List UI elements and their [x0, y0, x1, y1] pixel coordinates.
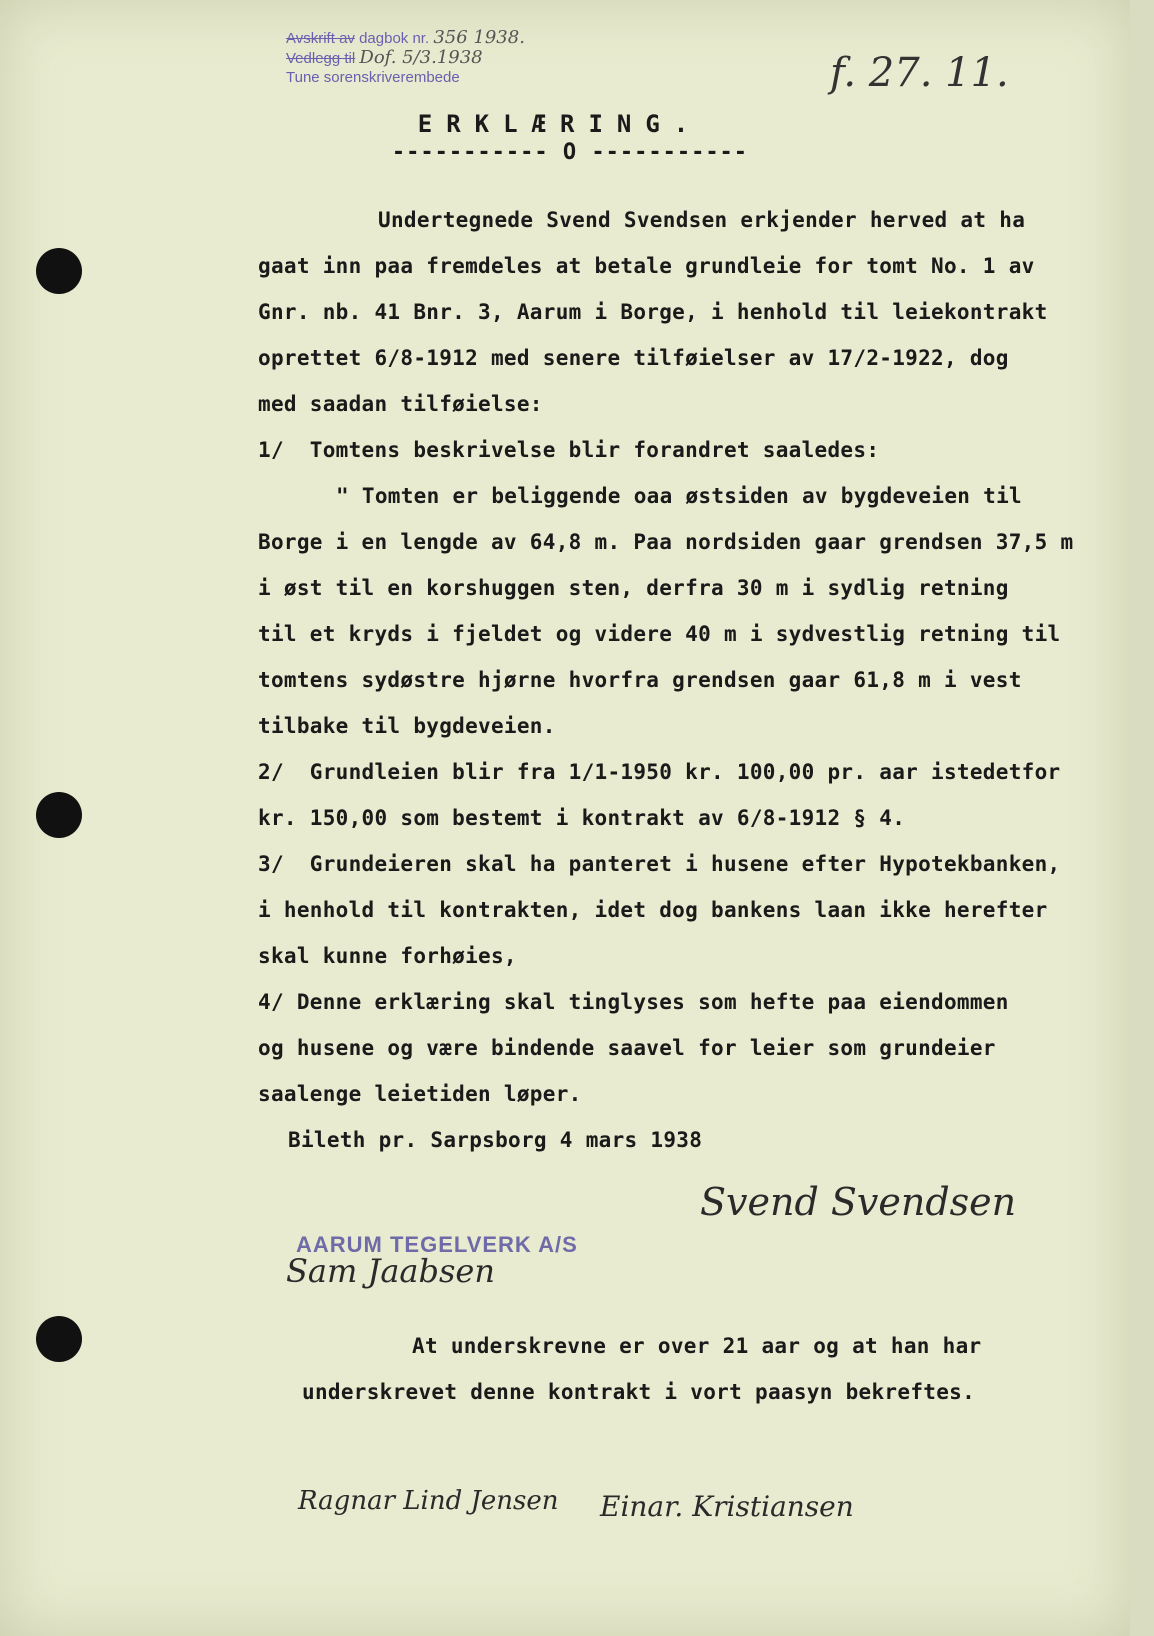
body-line: og husene og være bindende saavel for leier som grundeier [258, 1036, 996, 1060]
witness-signature-2: Einar. Kristiansen [600, 1490, 854, 1523]
body-line: i øst til en korshuggen sten, derfra 30 m i sydlig retning [258, 576, 1009, 600]
stamp-line2-hand: Dof. 5/3.1938 [359, 47, 483, 68]
signature-main: Svend Svendsen [700, 1180, 1017, 1224]
attest-line: underskrevet denne kontrakt i vort paasyn bekreftes. [302, 1380, 976, 1404]
company-signature: Sam Jaabsen [286, 1252, 495, 1290]
stamp-line1-prefix: Avskrift av [286, 30, 355, 47]
body-line: " Tomten er beliggende oaa østsiden av bygdeveien til [336, 484, 1022, 508]
body-line: skal kunne forhøies, [258, 944, 517, 968]
body-line: 2/ Grundleien blir fra 1/1-1950 kr. 100,00 pr. aar istedetfor [258, 760, 1061, 784]
stamp-line3: Tune sorenskriverembede [286, 69, 460, 86]
body-line: med saadan tilføielse: [258, 392, 543, 416]
stamp-line1-hand: 356 1938. [433, 27, 525, 48]
top-signature: f. 27. 11. [830, 50, 1009, 96]
body-line: gaat inn paa fremdeles at betale grundleie for tomt No. 1 av [258, 254, 1035, 278]
body-line: saalenge leietiden løper. [258, 1082, 582, 1106]
stamp-line2-prefix: Vedlegg til [286, 50, 356, 67]
body-line: 1/ Tomtens beskrivelse blir forandret saaledes: [258, 438, 880, 462]
body-line: kr. 150,00 som bestemt i kontrakt av 6/8-1912 § 4. [258, 806, 906, 830]
punch-hole [36, 1316, 82, 1362]
registry-stamp [286, 28, 525, 87]
body-line: tilbake til bygdeveien. [258, 714, 556, 738]
body-line: oprettet 6/8-1912 med senere tilføielser av 17/2-1922, dog [258, 346, 1009, 370]
place-date-line: Bileth pr. Sarpsborg 4 mars 1938 [288, 1128, 703, 1152]
body-line: Gnr. nb. 41 Bnr. 3, Aarum i Borge, i henhold til leiekontrakt [258, 300, 1048, 324]
body-line: 3/ Grundeieren skal ha panteret i husene efter Hypotekbanken, [258, 852, 1061, 876]
body-line: 4/ Denne erklæring skal tinglyses som hefte paa eiendommen [258, 990, 1009, 1014]
body-line: i henhold til kontrakten, idet dog bankens laan ikke herefter [258, 898, 1048, 922]
document-title: ERKLÆRING. [417, 110, 703, 138]
title-rule: ----------- O ----------- [391, 140, 749, 165]
attest-line: At underskrevne er over 21 aar og at han har [412, 1334, 982, 1358]
witness-signature-1: Ragnar Lind Jensen [298, 1486, 559, 1516]
punch-hole [36, 792, 82, 838]
punch-hole [36, 248, 82, 294]
stamp-line1-mid: dagbok nr. [359, 30, 430, 47]
body-line: Undertegnede Svend Svendsen erkjender herved at ha [378, 208, 1026, 232]
body-line: tomtens sydøstre hjørne hvorfra grendsen gaar 61,8 m i vest [258, 668, 1022, 692]
body-line: til et kryds i fjeldet og videre 40 m i sydvestlig retning til [258, 622, 1061, 646]
company-stamp: AARUM TEGELVERK A/S [296, 1232, 578, 1257]
body-line: Borge i en lengde av 64,8 m. Paa nordsiden gaar grendsen 37,5 m [258, 530, 1074, 554]
